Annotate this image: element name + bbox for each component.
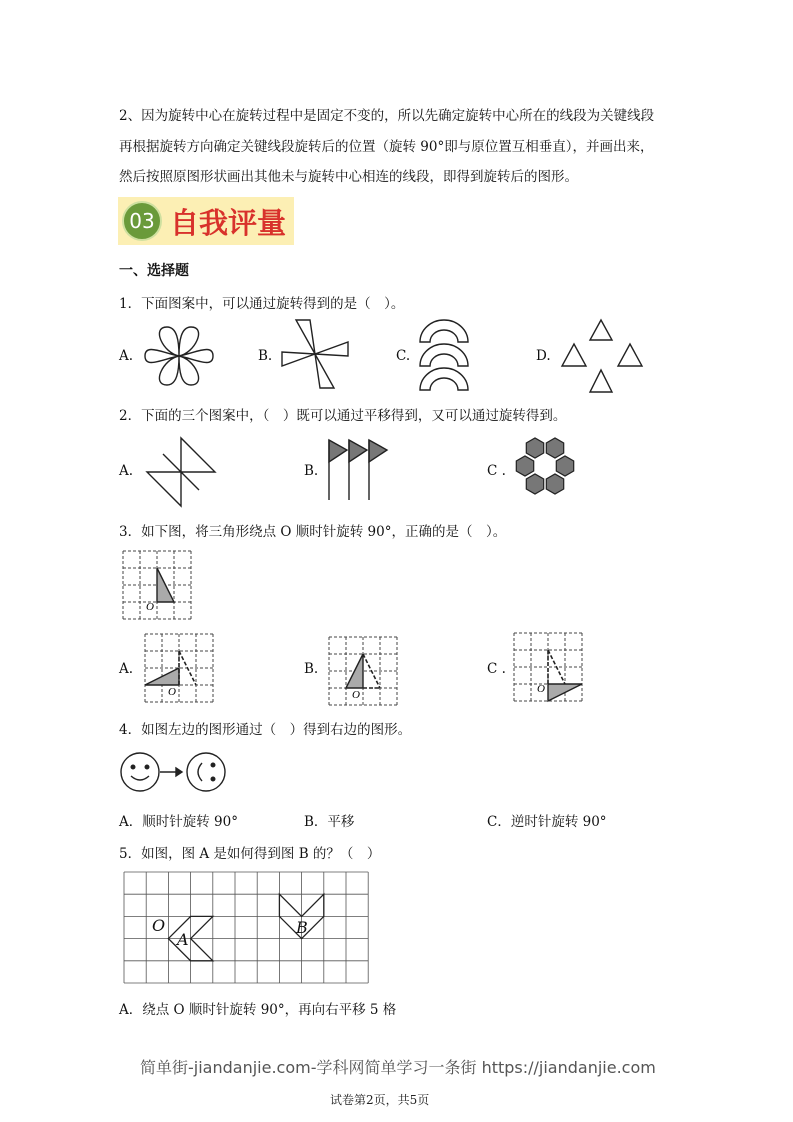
q4-option-b[interactable]: B．平移 xyxy=(304,814,355,830)
clover-figure xyxy=(143,323,215,389)
page-footer: 试卷第2页，共5页 xyxy=(330,1093,430,1107)
point-o-label: O xyxy=(537,683,545,695)
q3-grid-a xyxy=(144,633,216,705)
point-o-label: O xyxy=(152,916,166,935)
point-o-label: O xyxy=(168,686,176,698)
intro-line: 2、因为旋转中心在旋转过程中是固定不变的，所以先确定旋转中心所在的线段为关键线段 xyxy=(119,108,655,124)
q5-option-a[interactable]: A．绕点 O 顺时针旋转 90°，再向右平移 5 格 xyxy=(119,1002,397,1018)
hexagon xyxy=(526,474,543,494)
flags-figure xyxy=(325,436,391,502)
q3-grid-b xyxy=(328,636,400,708)
q1-option-b[interactable]: B. xyxy=(258,348,273,364)
hexagon xyxy=(556,456,573,476)
hexagons-figure xyxy=(510,436,580,502)
q3-option-c[interactable]: C . xyxy=(487,661,506,677)
q3-option-a[interactable]: A. xyxy=(119,661,134,677)
q2-option-b[interactable]: B. xyxy=(304,463,319,479)
q3-original-grid xyxy=(122,550,192,620)
figure-b-label: B xyxy=(296,918,308,937)
triangles-figure xyxy=(560,318,644,394)
windmill-figure xyxy=(280,318,350,390)
q2-option-c[interactable]: C . xyxy=(487,463,506,479)
q1-option-d[interactable]: D. xyxy=(536,348,551,364)
question-3: 3．如下图，将三角形绕点 O 顺时针旋转 90°，正确的是（ ）。 xyxy=(119,524,507,540)
question-2: 2．下面的三个图案中，（ ）既可以通过平移得到，又可以通过旋转得到。 xyxy=(119,408,567,424)
arches-figure xyxy=(418,318,470,392)
question-4: 4．如图左边的图形通过（ ）得到右边的图形。 xyxy=(119,722,412,738)
figure-a-label: A xyxy=(177,930,189,949)
q3-grid-c xyxy=(513,632,585,704)
q4-option-c[interactable]: C．逆时针旋转 90° xyxy=(487,814,607,830)
question-1: 1．下面图案中，可以通过旋转得到的是（ ）。 xyxy=(119,296,405,312)
hexagon xyxy=(516,456,533,476)
intro-line: 再根据旋转方向确定关键线段旋转后的位置（旋转 90°即与原位置互相垂直），并画出来， xyxy=(119,139,654,155)
triangle xyxy=(157,568,174,602)
point-o-label: O xyxy=(352,689,360,701)
q2-option-a[interactable]: A. xyxy=(119,463,134,479)
part-title: 一、选择题 xyxy=(119,263,189,279)
hexagon xyxy=(526,438,543,458)
q3-option-b[interactable]: B. xyxy=(304,661,319,677)
triangle xyxy=(346,654,363,688)
hexagon xyxy=(546,438,563,458)
q1-option-a[interactable]: A. xyxy=(119,348,134,364)
point-o-label: O xyxy=(146,601,154,613)
q4-option-a[interactable]: A．顺时针旋转 90° xyxy=(119,814,238,830)
watermark: 简单街-jiandanjie.com-学科网简单学习一条街 https://jiandanjie.com xyxy=(140,1058,656,1077)
q1-option-c[interactable]: C. xyxy=(396,348,411,364)
question-5: 5．如图，图 A 是如何得到图 B 的？（ ） xyxy=(119,846,381,862)
section-number: 03 xyxy=(122,201,162,241)
hexagon xyxy=(546,474,563,494)
pinwheel-figure xyxy=(143,436,219,508)
section-header xyxy=(118,197,294,245)
section-title: 自我评量 xyxy=(170,206,287,240)
smiley-rotation-figure xyxy=(118,750,230,794)
intro-line: 然后按照原图形状画出其他未与旋转中心相连的线段，即得到旋转后的图形。 xyxy=(119,169,578,185)
